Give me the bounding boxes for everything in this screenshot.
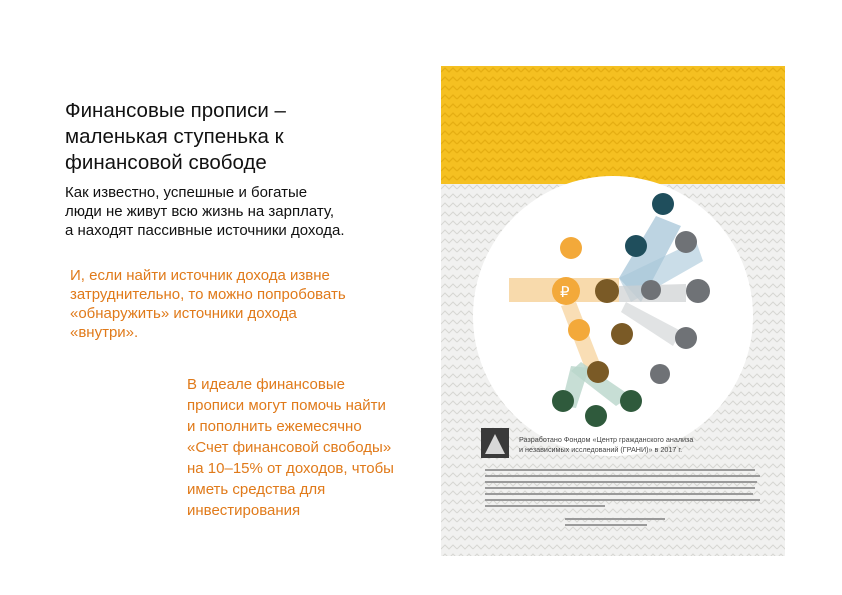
currency-symbol: ₽ [560, 284, 570, 301]
node-green-bottom [585, 405, 607, 427]
orange-paragraph-2: В идеале финансовые прописи могут помочь найти и пополнить ежемесячно «Счет финансовой свободы» на 10–15% от доходов, чтобы иметь средства для инвестирования [187, 376, 394, 519]
node-teal-mid [625, 235, 647, 257]
node-teal-top [652, 193, 674, 215]
orange-paragraph-1: И, если найти источник дохода извне затруднительно, то можно попробовать «обнаружить» источники дохода «внутри». [70, 267, 346, 341]
credit-line-2: и независимых исследований (ГРАНИ)» в 2017 г. [519, 445, 683, 454]
node-orange-lower [568, 319, 590, 341]
credit-line-1: Разработано Фондом «Центр гражданского анализа [519, 435, 694, 444]
node-gray-bottom [650, 364, 670, 384]
node-gray-far [686, 279, 710, 303]
node-gray-lower [675, 327, 697, 349]
poster-image [441, 66, 785, 556]
node-green-right [620, 390, 642, 412]
node-green-left [552, 390, 574, 412]
node-brown-center [595, 279, 619, 303]
node-gray-right [675, 231, 697, 253]
node-brown-bottom [587, 361, 609, 383]
node-gray-center [641, 280, 661, 300]
diagram-circle [473, 176, 753, 456]
node-orange [560, 237, 582, 259]
intro-text: Как известно, успешные и богатые люди не живут всю жизнь на зарплату, а находят пассивные источники дохода. [65, 184, 345, 239]
grani-logo [481, 428, 509, 458]
slide-title: Финансовые прописи – маленькая ступенька к финансовой свободе [65, 99, 286, 174]
node-brown-lower [611, 323, 633, 345]
